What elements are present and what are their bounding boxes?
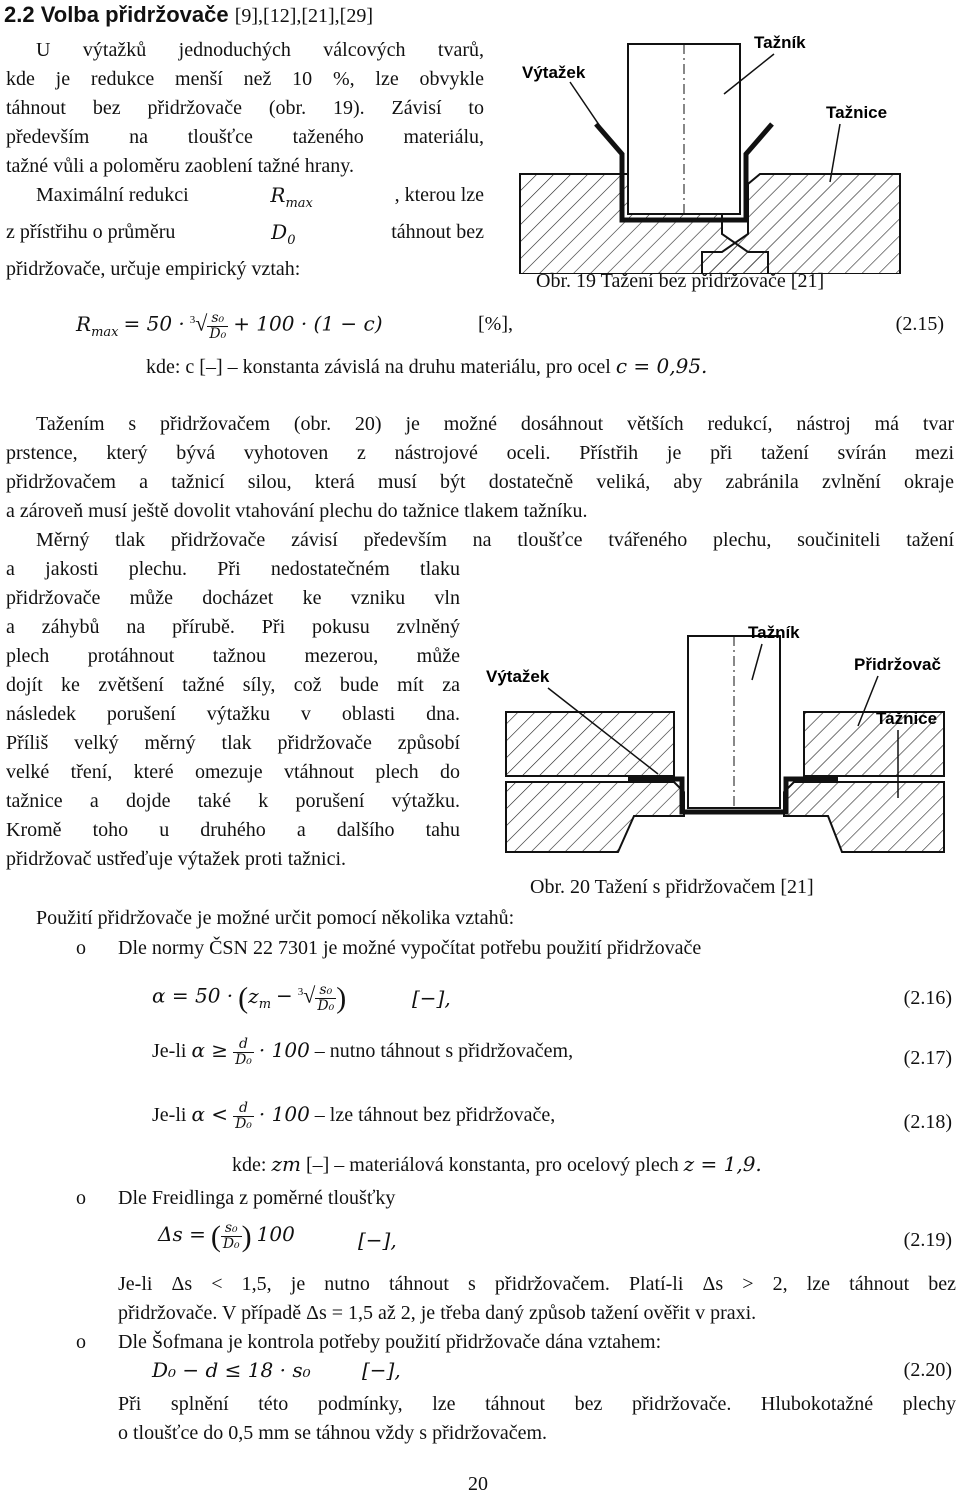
equation-2-15 (76, 306, 952, 350)
intro-line: přidržovače, určuje empirický vztah: (6, 258, 301, 280)
eq-unit: [−], (412, 986, 451, 1010)
equation-2-19 (158, 1220, 952, 1264)
label-punch: Tažník (748, 623, 800, 642)
para-line: dojít ke zvětšení tažné síly, což bude mít za (6, 674, 460, 696)
equation-2-20 (152, 1356, 952, 1388)
eq-paren: ) (336, 981, 347, 1015)
eq-subscript: m (258, 996, 272, 1012)
eq-number: (2.18) (903, 1111, 952, 1133)
eq-minus: − (276, 983, 293, 1008)
para-line: Tažením s přidržovačem (obr. 20) je možné dosáhnout větších redukcí, nástroj má tvar (36, 413, 954, 435)
eq-text: + 100 · (1 − c) (233, 311, 383, 336)
para-line: Je-li Δs < 1,5, je nutno táhnout s přidržovačem. Platí-li Δs > 2, lze táhnout bez (118, 1273, 956, 1295)
die-left-block (506, 782, 684, 852)
intro-paragraph (6, 36, 484, 284)
eq-root-index: 3 (189, 314, 196, 326)
eq-unit: [−], (362, 1358, 401, 1382)
eq-number: (2.16) (903, 987, 952, 1009)
eq-15-where (146, 352, 707, 382)
final-paragraph (118, 1390, 956, 1448)
para-line: o tloušťce do 0,5 mm se táhnou vždy s přidržovačem. (118, 1422, 548, 1444)
symbol-d0: $D_0$ (271, 220, 296, 248)
eq-text: · 100 (258, 1102, 310, 1126)
para-line: přidržovačem a tažnicí silou, která musí být dostatečně veliká, aby zabránila zvlnění okraje (6, 471, 954, 493)
para-line: plech protáhnout tažnou mezerou, může (6, 645, 460, 667)
eq-numerator: d (233, 1101, 254, 1117)
eq-text: – nutno táhnout s přidržovačem, (314, 1040, 574, 1062)
eq-pre: Je-li (152, 1040, 187, 1062)
intro-line (6, 218, 484, 255)
para-line: a zároveň musí ještě dovolit vtahování plechu do tažnice tlakem tažníku. (6, 500, 588, 522)
eq-number: (2.17) (903, 1047, 952, 1069)
page-number: 20 (468, 1473, 488, 1495)
eq-root-index: 3 (297, 986, 304, 998)
figure-20-drawing (478, 616, 958, 866)
where-text: kde: c [–] – konstanta závislá na druhu materiálu, pro ocel (146, 356, 611, 378)
figure-19-drawing (500, 24, 920, 274)
eq-subscript: max (91, 324, 119, 340)
para-line: přidržovače může docházet ke vzniku vln (6, 587, 460, 609)
bullet-marker: o (76, 1187, 86, 1209)
eq-text: – lze táhnout bez přidržovače, (314, 1104, 556, 1126)
para-line: Příliš velký měrný tlak přidržovače způsobí (6, 732, 460, 754)
where-text: [–] – materiálová konstanta, pro ocelový plech (305, 1154, 679, 1176)
equation-2-16 (152, 978, 952, 1018)
label-punch: Tažník (754, 33, 806, 52)
csn-text: Dle normy ČSN 22 7301 je možné vypočítat potřebu použití přidržovače (118, 937, 702, 959)
bullet-marker: o (76, 1331, 86, 1353)
eq-numerator: s₀ (207, 311, 228, 327)
section-heading (4, 2, 373, 28)
para-line: tažnice a dojde také k porušení výtažku. (6, 790, 460, 812)
bullet-marker: o (76, 937, 86, 959)
eq-lhs (76, 311, 119, 340)
leader-line (570, 82, 612, 144)
label-holder: Přidržovač (854, 655, 941, 674)
intro-line: především na tloušťce taženého materiálu, (6, 126, 484, 148)
eq-paren: ( (238, 981, 249, 1015)
eq-denominator: D₀ (235, 1051, 252, 1068)
eq-numerator: s₀ (315, 983, 336, 999)
text-span: táhnout bez (391, 221, 484, 243)
where-value: z = 1,9. (683, 1152, 762, 1176)
intro-line: U výtažků jednoduchých válcových tvarů, (36, 39, 484, 61)
para-line: prstence, který bývá vyhotoven z nástrojové oceli. Přístřih je při tažení svírán mezi (6, 442, 954, 464)
para-line: Při splnění této podmínky, lze táhnout bez přidržovače. Hlubokotažné plechy (118, 1393, 956, 1415)
equation-2-18 (152, 1100, 952, 1144)
paragraph-holder-left (6, 555, 460, 874)
intro-line (6, 181, 484, 218)
eq-number: (2.20) (903, 1359, 952, 1381)
para-line: přidržovač ustřeďuje výtažek proti tažnici. (6, 848, 347, 870)
figure-20-caption: Obr. 20 Tažení s přidržovačem [21] (530, 876, 814, 898)
figure-19-caption: Obr. 19 Tažení bez přidržovače [21] (536, 270, 825, 292)
eq-fraction (233, 1037, 254, 1068)
label-die: Tažnice (876, 709, 938, 728)
label-cup: Výtažek (486, 667, 550, 686)
eq-pre: Je-li (152, 1104, 187, 1126)
eq-text: 100 (256, 1222, 295, 1246)
eq-denominator: D₀ (235, 1115, 252, 1132)
eq-denominator: D₀ (317, 997, 335, 1014)
eq-fraction (221, 1221, 242, 1252)
text-span: z přístřihu o průměru (6, 221, 176, 243)
eq-18-where (232, 1150, 762, 1180)
eq-denominator: D₀ (222, 1235, 240, 1252)
die-right-block (784, 782, 944, 852)
label-die: Tažnice (826, 103, 888, 122)
freid-paragraph (118, 1270, 956, 1328)
intro-line: kde je redukce menší než 10 %, lze obvykle (6, 68, 484, 90)
text-span: , kterou lze (394, 184, 484, 206)
para-line: přidržovače. V případě Δs = 1,5 až 2, je třeba daný způsob tažení ověřit v praxi. (118, 1302, 757, 1324)
where-label: kde: (232, 1154, 267, 1176)
label-cup: Výtažek (522, 63, 586, 82)
eq-text: = 50 · (123, 311, 185, 336)
equation-2-17 (152, 1036, 952, 1080)
eq-unit: [%], (478, 313, 513, 335)
eq-number: (2.15) (895, 313, 944, 335)
eq-numerator: s₀ (221, 1221, 242, 1237)
text-span: Maximální redukci (36, 184, 189, 206)
eq-zm (248, 983, 272, 1012)
para-line: a jakosti plechu. Při nedostatečném tlaku (6, 558, 460, 580)
para-line: Kromě toho u druhého a dalšího tahu (6, 819, 460, 841)
paragraph-holder (6, 410, 954, 555)
para-line: následek porušení výtažku v oblasti dna. (6, 703, 460, 725)
eq-number: (2.19) (903, 1229, 952, 1251)
eq-numerator: d (233, 1037, 254, 1053)
freid-text: Dle Freidlinga z poměrné tloušťky (118, 1187, 396, 1209)
section-refs: [9],[12],[21],[29] (234, 5, 373, 27)
eq-symbol: R (76, 311, 92, 336)
eq-root-sign: √ (303, 982, 316, 1008)
eq-text: D₀ − d ≤ 18 · s₀ (152, 1358, 311, 1382)
para-line: Měrný tlak přidržovače závisí především na tloušťce tvářeného plechu, součiniteli tažení (36, 529, 954, 551)
eq-fraction (233, 1101, 254, 1132)
eq-paren: ( (210, 1219, 221, 1253)
eq-text: · 100 (258, 1038, 310, 1062)
section-number: 2.2 (4, 2, 35, 27)
eq-symbol: z (248, 983, 259, 1008)
eq-text: α = 50 · (152, 983, 234, 1008)
intro-line: táhnout bez přidržovače (obr. 19). Závisí to (6, 97, 484, 119)
eq-denominator: D₀ (209, 325, 227, 342)
where-value: c = 0,95. (615, 354, 708, 378)
eq-rel: α ≥ (191, 1038, 229, 1062)
eq-root-sign: √ (195, 310, 208, 336)
eq-paren: ) (241, 1219, 252, 1253)
symbol-rmax: $R_{max}$ (270, 183, 313, 211)
eq-rel: α < (191, 1102, 229, 1126)
para-line: velké tření, které omezuje vtáhnout plech do (6, 761, 460, 783)
eq-fraction (315, 983, 336, 1014)
usage-intro: Použití přidržovače je možné určit pomocí několika vztahů: (36, 907, 515, 929)
where-symbol: zm (271, 1152, 301, 1176)
intro-line: tažné vůli a poloměru zaoblení tažné hrany. (6, 155, 354, 177)
sofman-text: Dle Šofmana je kontrola potřeby použití přidržovače dána vztahem: (118, 1331, 662, 1353)
eq-unit: [−], (358, 1228, 397, 1252)
section-title: Volba přidržovače (40, 2, 229, 27)
eq-text: Δs = (158, 1222, 206, 1246)
para-line: a záhybů na přírubě. Při pokusu zvlněný (6, 616, 460, 638)
eq-fraction (207, 311, 228, 342)
